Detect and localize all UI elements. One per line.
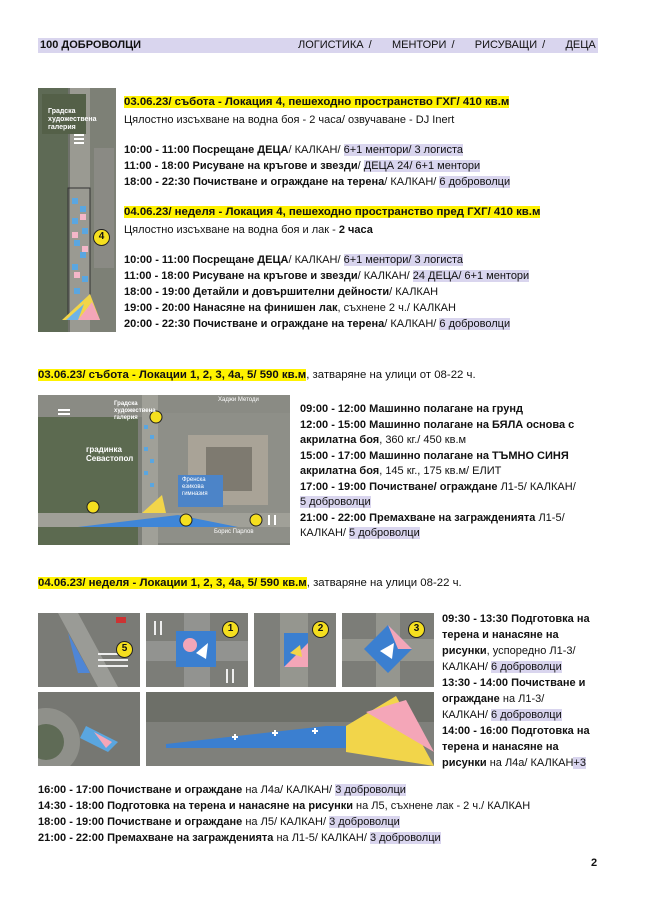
nav-children: ДЕЦА [565, 39, 596, 51]
location-badge-3: 3 [408, 621, 425, 638]
page-number: 2 [591, 857, 598, 869]
day2-row-3: 18:00 - 19:00 Детайли и довършителни дейности/ КАЛКАН [124, 286, 439, 298]
map-label-street: Борис Парлов [214, 529, 254, 535]
s2-row-2: 12:00 - 15:00 Машинно полагане на БЯЛА основа с [300, 419, 575, 431]
page-header [38, 38, 598, 53]
location-5-roundabout-photo [38, 692, 140, 766]
s3-side-9: терена и нанасяне на [442, 741, 559, 753]
location-badge-1: 1 [222, 621, 239, 638]
s3-row-4: 21:00 - 22:00 Премахване на загражденията на Л1-5/ КАЛКАН/ 3 доброволци [38, 832, 441, 844]
location-badge-4: 4 [93, 229, 110, 246]
location-2-photo [254, 613, 336, 687]
nav-logistics: ЛОГИСТИКА / [298, 39, 372, 51]
day1-subtitle: Цялостно изсъхване на водна боя - 2 часа/ озвучаване - DJ Inert [124, 114, 455, 126]
s3-row-1: 16:00 - 17:00 Почистване и ограждане на Л4а/ КАЛКАН/ 3 доброволци [38, 784, 406, 796]
day2-row-2: 11:00 - 18:00 Рисуване на кръгове и звезди/ КАЛКАН/ 24 ДЕЦА/ 6+1 ментори [124, 270, 530, 282]
location-badge-5: 5 [116, 641, 133, 658]
day2-row-4: 19:00 - 20:00 Нанасяне на финишен лак, съхнене 2 ч./ КАЛКАН [124, 302, 456, 314]
s3-side-5: 13:30 - 14:00 Почистване и [442, 677, 586, 689]
day2-subtitle: Цялостно изсъхване на водна боя и лак - 2 часа [124, 224, 373, 236]
s3-side-4: КАЛКАН/ 6 доброволци [442, 661, 562, 673]
s2-row-5b: КАЛКАН/ 5 доброволци [300, 527, 420, 539]
location-1-photo [146, 613, 248, 687]
day2-row-1: 10:00 - 11:00 Посрещане ДЕЦА/ КАЛКАН/ 6+1 ментори/ 3 логиста [124, 254, 463, 266]
s3-side-8: 14:00 - 16:00 Подготовка на [442, 725, 590, 737]
map-label-street2: Хаджи Методи [218, 397, 259, 403]
s3-side-6: ограждане на Л1-3/ [442, 693, 545, 705]
location-4a-street-photo [146, 692, 434, 766]
s3-side-7: КАЛКАН/ 6 доброволци [442, 709, 562, 721]
header-title: 100 ДОБРОВОЛЦИ [40, 39, 142, 51]
s2-row-1: 09:00 - 12:00 Машинно полагане на грунд [300, 403, 523, 415]
s3-side-1: 09:30 - 13:30 Подготовка на [442, 613, 590, 625]
s3-side-2: терена и нанасяне на [442, 629, 559, 641]
aerial-map-graphic [38, 395, 290, 545]
s3-side-3: рисунки, успоредно Л1-3/ [442, 645, 576, 657]
location-badge-2: 2 [312, 621, 329, 638]
map-label-gallery: Градска художествена галерия [114, 401, 156, 421]
nav-painters: РИСУВАЩИ / [474, 39, 546, 51]
locations-aerial-map-image [38, 395, 290, 545]
day1-title: 03.06.23/ събота - Локация 4, пешеходно пространство ГХГ/ 410 кв.м [124, 96, 510, 108]
day1-row-1: 10:00 - 11:00 Посрещане ДЕЦА/ КАЛКАН/ 6+1 ментори/ 3 логиста [124, 144, 463, 156]
day1-row-2: 11:00 - 18:00 Рисуване на кръгове и звезди/ ДЕЦА 24/ 6+1 ментори [124, 160, 481, 172]
s2-row-2b: акрилатна боя, 360 кг./ 450 кв.м [300, 434, 467, 446]
s2-row-3b: акрилатна боя, 145 кг., 175 кв.м/ ЕЛИТ [300, 465, 502, 477]
s3-row-2: 14:30 - 18:00 Подготовка на терена и нанасяне на рисунки на Л5, съхнене лак - 2 ч./ КАЛКАН [38, 800, 531, 812]
map-label-school: Френска езикова гимназия [182, 477, 208, 497]
photo-street-graphic [146, 692, 434, 766]
photo-roundabout-graphic [38, 692, 140, 766]
section2-title: 03.06.23/ събота - Локации 1, 2, 3, 4а, 5/ 590 кв.м, затваряне на улици от 08-22 ч. [38, 369, 476, 381]
day1-row-3: 18:00 - 22:30 Почистване и ограждане на терена/ КАЛКАН/ 6 доброволци [124, 176, 511, 188]
day2-row-5: 20:00 - 22:30 Почистване и ограждане на терена/ КАЛКАН/ 6 доброволци [124, 318, 511, 330]
location-3-photo [342, 613, 434, 687]
s2-row-3: 15:00 - 17:00 Машинно полагане на ТЪМНО СИНЯ [300, 450, 569, 462]
header-nav [298, 39, 596, 51]
s3-row-3: 18:00 - 19:00 Почистване и ограждане на Л5/ КАЛКАН/ 3 доброволци [38, 816, 400, 828]
s2-row-4: 17:00 - 19:00 Почистване/ ограждане Л1-5/ КАЛКАН/ [300, 481, 576, 493]
s2-row-4b: 5 доброволци [300, 496, 371, 508]
location-5-photo [38, 613, 140, 687]
gallery-label: Градска художествена галерия [48, 108, 97, 131]
s2-row-5: 21:00 - 22:00 Премахване на загражденията Л1-5/ [300, 512, 565, 524]
section3-title: 04.06.23/ неделя - Локации 1, 2, 3, 4а, 5/ 590 кв.м, затваряне на улици 08-22 ч. [38, 577, 462, 589]
day2-title: 04.06.23/ неделя - Локация 4, пешеходно пространство пред ГХГ/ 410 кв.м [124, 206, 541, 218]
s3-side-10: рисунки на Л4а/ КАЛКАН+3 [442, 757, 586, 769]
map-label-garden: градинка Севастопол [86, 445, 134, 463]
location-4-aerial-image [38, 88, 116, 332]
nav-mentors: МЕНТОРИ / [391, 39, 455, 51]
